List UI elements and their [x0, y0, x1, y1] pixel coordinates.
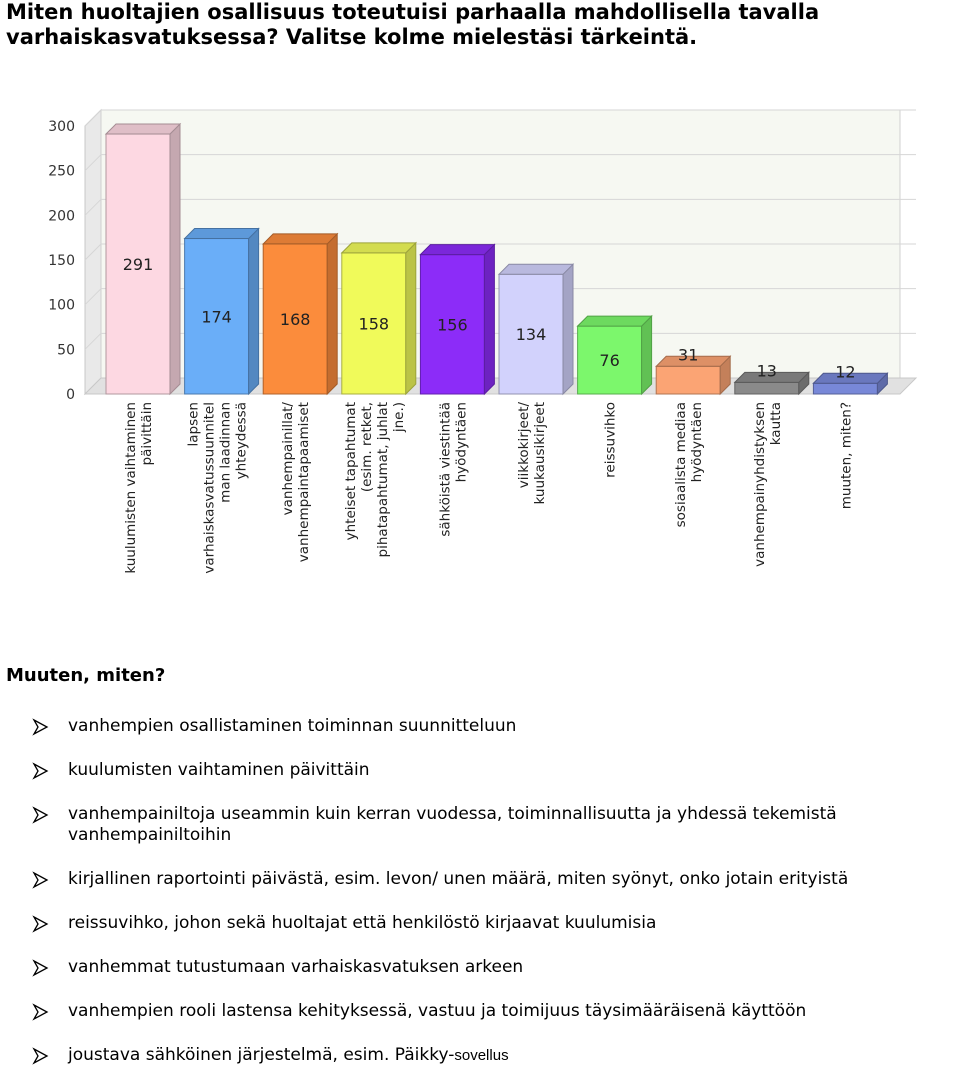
list-item	[32, 1045, 932, 1066]
list-item	[32, 1001, 932, 1022]
list-item-text-suffix: sovellus	[454, 1047, 509, 1064]
bar-value-label: 12	[835, 362, 856, 382]
x-tick-label-line: kautta	[767, 402, 784, 446]
list-item-text: vanhemmat tutustumaan varhaiskasvatuksen arkeen	[68, 957, 524, 977]
bar-value-label: 31	[678, 345, 699, 365]
bar-top	[578, 316, 652, 326]
list-item	[32, 869, 932, 890]
x-tick-label	[516, 402, 548, 505]
arrow-bullet-icon	[32, 1047, 50, 1065]
bar-top	[499, 264, 573, 274]
list-item-text: kirjallinen raportointi päivästä, esim. levon/ unen määrä, miten syönyt, onko jotain erityistä	[68, 869, 849, 889]
x-tick-label-line: päivittäin	[139, 402, 155, 466]
arrow-bullet-icon	[32, 806, 50, 824]
x-tick-label-line: lapsen	[185, 402, 202, 447]
x-tick-label	[123, 402, 155, 574]
x-tick-label-line: vanhempaintapaamiset	[296, 402, 313, 563]
bar-value-label: 13	[756, 361, 777, 381]
list-item-text: joustava sähköinen järjestelmä, esim. Päikky-	[68, 1045, 455, 1065]
arrow-bullet-icon	[32, 762, 50, 780]
list-item-text: vanhempien rooli lastensa kehityksessä, vastuu ja toimijuus täysimääräisenä käyttöön	[68, 1001, 807, 1021]
arrow-bullet-icon	[32, 1003, 50, 1021]
list-item	[32, 804, 932, 846]
list-item-text: kuulumisten vaihtaminen päivittäin	[68, 760, 370, 780]
arrow-bullet-icon	[32, 959, 50, 977]
list-item	[32, 957, 932, 978]
x-tick-label	[838, 402, 854, 509]
bar	[656, 366, 720, 394]
bar-side	[327, 234, 337, 394]
x-tick-label	[437, 402, 469, 537]
bar-side	[406, 243, 416, 394]
bar-value-label: 158	[358, 314, 390, 334]
question-title-line-2: varhaiskasvatuksessa? Valitse kolme mielestäsi tärkeintä.	[6, 25, 698, 49]
y-tick-label: 100	[48, 297, 75, 314]
x-tick-label-line: sähköistä viestintää	[437, 402, 454, 537]
x-tick-label-line: hyödyntäen	[689, 402, 706, 483]
x-tick-label-line: reissuvihko	[602, 402, 619, 478]
bar-top	[420, 245, 494, 255]
x-tick-label-line: yhteydessä	[233, 402, 250, 480]
bar-chart	[0, 90, 960, 610]
x-tick-label	[603, 402, 619, 478]
bar-top	[342, 243, 416, 253]
bar-top	[106, 124, 180, 134]
arrow-bullet-icon	[32, 915, 50, 933]
x-tick-label-line: kuukausikirjeet	[532, 402, 548, 505]
y-tick-label: 0	[66, 387, 75, 403]
y-tick-label: 50	[57, 342, 75, 359]
question-title-line-1: Miten huoltajien osallisuus toteutuisi parhaalla mahdollisella tavalla	[6, 0, 820, 24]
bar-side	[642, 316, 652, 394]
bar	[813, 383, 877, 394]
list-item	[32, 913, 932, 934]
list-item	[32, 716, 932, 737]
bar	[735, 382, 799, 394]
x-tick-label	[186, 402, 250, 574]
x-tick-label-line: sosiaalista mediaa	[673, 402, 690, 528]
other-answers-heading: Muuten, miten?	[6, 665, 166, 686]
bar-value-label: 76	[599, 351, 620, 371]
list-item	[32, 760, 932, 781]
x-tick-label	[752, 402, 784, 567]
x-tick-label-line: vanhempainyhdistyksen	[751, 402, 768, 567]
bar-side	[563, 264, 573, 394]
x-tick-label-line: (esim. retket,	[358, 402, 375, 493]
x-tick-label-line: yhteiset tapahtumat	[342, 402, 359, 541]
x-tick-label-line: jne.)	[390, 402, 407, 433]
y-tick-label: 300	[48, 119, 75, 135]
y-tick-label: 150	[48, 253, 75, 269]
x-tick-label-line: pihatapahtumat, juhlat	[374, 402, 391, 558]
x-tick-label-line: vanhempainillat/	[280, 402, 297, 516]
bar-value-label: 134	[515, 325, 547, 345]
bar-side	[249, 229, 259, 394]
bar-top	[263, 234, 337, 244]
y-tick-label: 250	[48, 163, 75, 180]
x-tick-label-line: hyödyntäen	[453, 402, 470, 483]
y-tick-label: 200	[48, 208, 75, 225]
bar-value-label: 174	[201, 307, 232, 327]
x-tick-label-line: varhaiskasvatussuunnitel	[201, 402, 218, 574]
x-tick-label	[673, 402, 705, 527]
bar-side	[170, 124, 180, 394]
list-item-text: vanhempainiltoja useammin kuin kerran vuodessa, toiminnallisuutta ja yhdessä tekemistä vanhempainiltoihin	[68, 804, 837, 845]
other-answers-list	[32, 716, 932, 1089]
list-item-text: vanhempien osallistaminen toiminnan suunnitteluun	[68, 716, 517, 736]
x-tick-label-line: man laadinnan	[217, 402, 234, 503]
bar-side	[484, 245, 494, 394]
bar-value-label: 156	[437, 315, 468, 335]
bar-value-label: 168	[279, 309, 311, 329]
bar-top	[185, 229, 259, 239]
x-tick-label	[343, 402, 407, 557]
x-tick-label-line: kuulumisten vaihtaminen	[123, 402, 139, 574]
arrow-bullet-icon	[32, 718, 50, 736]
bar-value-label: 291	[122, 255, 154, 275]
x-tick-label-line: viikkokirjeet/	[516, 402, 532, 489]
arrow-bullet-icon	[32, 871, 50, 889]
x-tick-label	[280, 402, 312, 563]
question-title	[6, 0, 956, 50]
list-item-text: reissuvihko, johon sekä huoltajat että henkilöstö kirjaavat kuulumisia	[68, 913, 657, 933]
x-tick-label-line: muuten, miten?	[838, 402, 855, 510]
